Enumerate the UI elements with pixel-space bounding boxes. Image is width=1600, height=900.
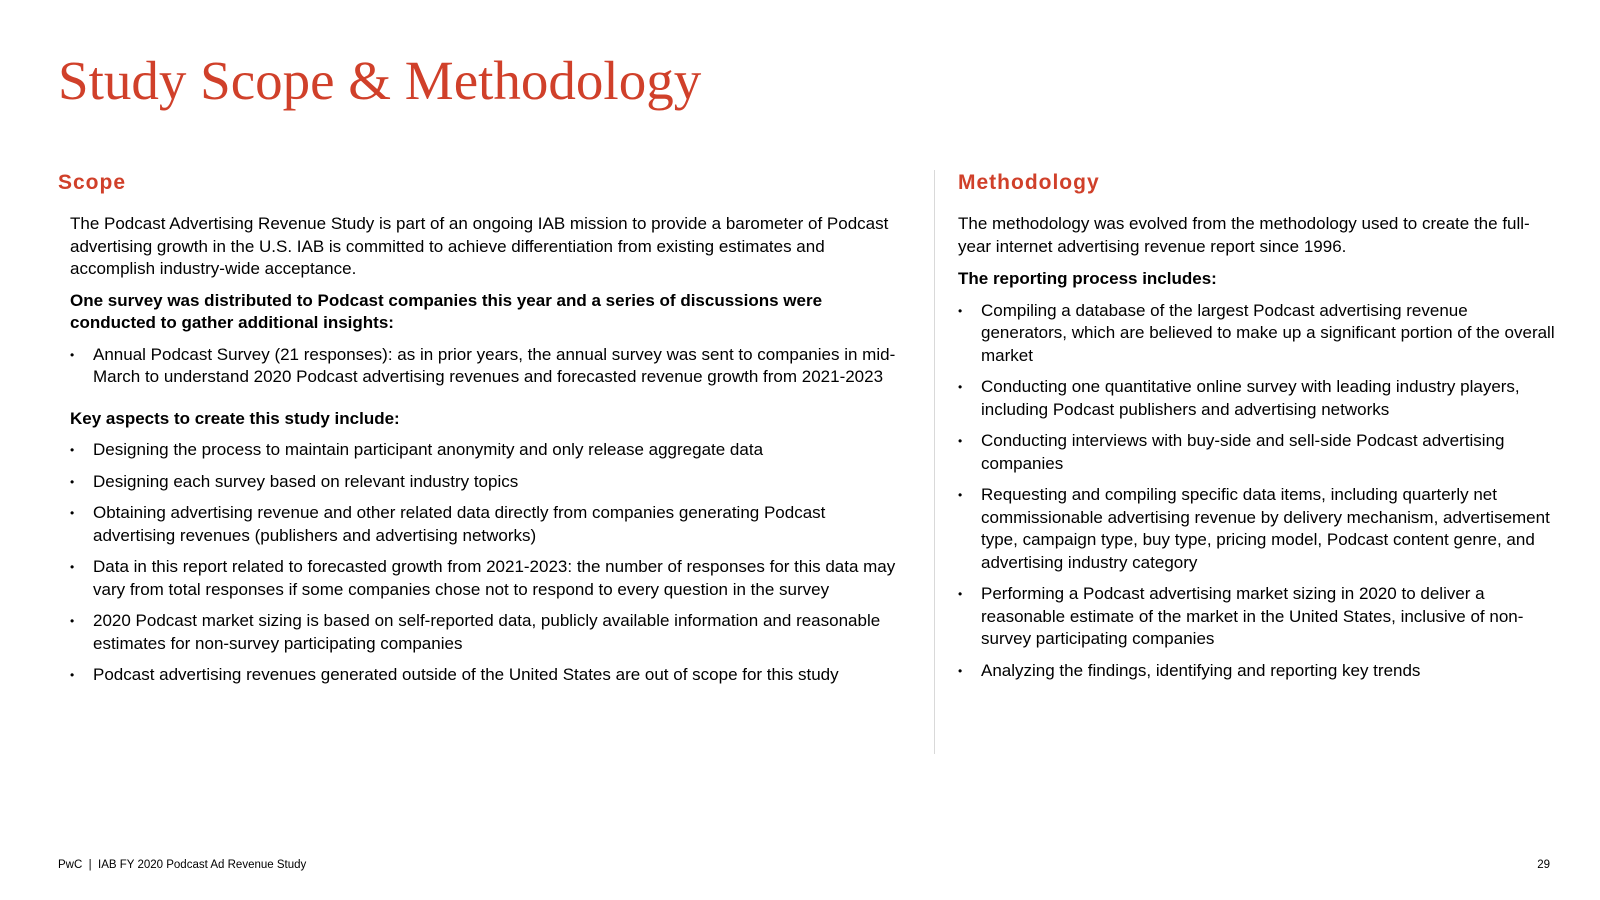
bullet-icon: •: [70, 474, 75, 489]
list-item: [70, 439, 908, 462]
bullet-icon: •: [70, 347, 75, 362]
list-item: [958, 376, 1558, 421]
list-item: [70, 556, 908, 601]
bullet-icon: •: [958, 434, 963, 448]
methodology-heading: Methodology: [958, 171, 1100, 194]
scope-heading: Scope: [58, 171, 127, 194]
bullet-icon: •: [70, 668, 75, 682]
list-item-text: Analyzing the findings, identifying and reporting key trends: [981, 660, 1421, 680]
bullet-icon: •: [958, 380, 963, 394]
scope-intro: The Podcast Advertising Revenue Study is part of an ongoing IAB mission to provide a barometer of Podcast advertising growth in the U.S. IAB is committed to achieve differentiation from existing estimates and accomplish industry-wide acceptance.: [70, 214, 889, 278]
list-item-text: Performing a Podcast advertising market sizing in 2020 to deliver a reasonable estimate of the market in the United States, inclusive of non-survey participating companies: [981, 584, 1524, 648]
list-item: [958, 660, 1558, 683]
column-divider: [934, 170, 935, 754]
methodology-intro: The methodology was evolved from the methodology used to create the full-year internet advertising revenue report since 1996.: [958, 214, 1530, 256]
list-item-text: Podcast advertising revenues generated outside of the United States are out of scope for this study: [93, 665, 839, 684]
list-item: [70, 610, 908, 655]
bullet-icon: •: [70, 614, 75, 628]
list-item: [958, 484, 1558, 574]
page-number: 29: [1537, 859, 1550, 871]
list-item-text: Designing the process to maintain participant anonymity and only release aggregate data: [93, 440, 764, 459]
list-item-text: Requesting and compiling specific data items, including quarterly net commissionable advertising revenue by delivery mechanism, advertisement type, campaign type, buy type, pricing model, Podcast content genre, and advertising industry category: [981, 485, 1550, 572]
aspects-heading: Key aspects to create this study include:: [70, 408, 400, 428]
bullet-icon: •: [70, 560, 75, 574]
list-item-text: 2020 Podcast market sizing is based on self-reported data, publicly available information and reasonable estimates for non-survey participating companies: [93, 611, 881, 653]
list-item-text: Designing each survey based on relevant industry topics: [93, 471, 519, 491]
aspects-list: [70, 439, 908, 687]
bullet-icon: •: [70, 506, 75, 520]
list-item: [958, 430, 1558, 475]
bullet-icon: •: [958, 303, 963, 318]
list-item: [70, 664, 908, 687]
list-item-text: Conducting interviews with buy-side and sell-side Podcast advertising companies: [981, 431, 1505, 473]
survey-list: [70, 344, 908, 389]
footer-text: PwC | IAB FY 2020 Podcast Ad Revenue Study: [58, 859, 307, 871]
bullet-icon: •: [958, 488, 963, 502]
bullet-icon: •: [958, 587, 963, 601]
list-item: [70, 344, 908, 389]
list-item: [70, 502, 908, 547]
list-item: [958, 300, 1558, 368]
page-title: Study Scope & Methodology: [58, 50, 702, 111]
bullet-icon: •: [70, 443, 75, 457]
list-item-text: Compiling a database of the largest Podcast advertising revenue generators, which are believed to make up a significant portion of the overall market: [981, 300, 1555, 365]
scope-section: [58, 168, 908, 696]
methodology-body: [958, 213, 1558, 682]
list-item-text: Data in this report related to forecasted growth from 2021-2023: the number of responses for this data may vary from total responses if some companies chose not to respond to every question in the survey: [93, 557, 896, 599]
list-item-text: Conducting one quantitative online survey with leading industry players, including Podcast publishers and advertising networks: [981, 377, 1520, 419]
bullet-icon: •: [958, 663, 963, 678]
list-item-text: Obtaining advertising revenue and other related data directly from companies generating Podcast advertising revenues (publishers and advertising networks): [93, 503, 826, 545]
survey-heading: One survey was distributed to Podcast companies this year and a series of discussions were conducted to gather additional insights:: [70, 290, 823, 332]
list-item: [70, 471, 908, 494]
methodology-section: [958, 168, 1558, 691]
list-item: [958, 583, 1558, 651]
process-list: [958, 300, 1558, 683]
scope-body: [58, 213, 908, 687]
process-heading: The reporting process includes:: [958, 269, 1217, 288]
list-item-text: Annual Podcast Survey (21 responses): as in prior years, the annual survey was sent to companies in mid-March to understand 2020 Podcast advertising revenues and forecasted revenue growth from 2021-2023: [93, 344, 896, 386]
